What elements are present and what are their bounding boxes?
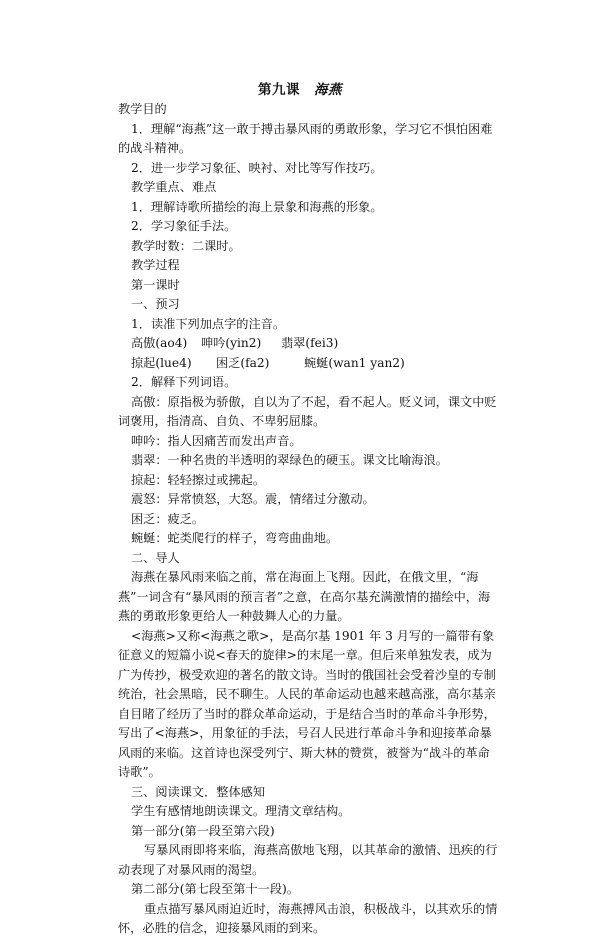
definition-item: 震怒：异常愤怒，大怒。震，情绪过分激动。 [131,492,375,506]
intro-paragraph-2: <海燕>又称<海燕之歌>，是高尔基 1901 年 3 月写的一篇带有象征意义的短篇小说<春天的旋律>的末尾一章。但后来单独发表，成为广为传抄，极受欢迎的著名的散文诗。当时的俄国社会受着沙皇的专制统治，社会黑暗，民不聊生。人民的革命运动也越来越高涨，高尔基亲自目睹了经历了当时的群众革命运动，于是结合当时的革命斗争形势，写出了<海燕>，用象征的手法，号召人民进行革命斗争和迎接革命暴风雨的来临。这首诗也深受列宁、斯大林的赞赏，被誉为“战斗的革命诗歌”。 [118,628,496,779]
definition-item: 呻吟：指人因痛苦而发出声音。 [131,433,302,448]
document-body [118,100,500,939]
definition-item: 掠起：轻轻擦过或拂起。 [131,472,266,487]
session-heading: 第一课时 [131,277,180,292]
part-1-description: 写暴风雨即将来临，海燕高傲地飞翔，以其革命的激情、迅疾的行动表现了对暴风雨的渴望。 [118,843,498,877]
part-2-label: 第二部分(第七段至第十一段)。 [131,882,299,896]
preview-heading: 一、预习 [131,297,180,311]
pinyin-word: 高傲(ao4) [131,336,188,350]
pinyin-word: 掠起(lue4) [131,355,192,370]
pinyin-row-2 [118,354,500,374]
objective-1: 1．理解“海燕”这一敢于搏击暴风雨的勇敢形象，学习它不惧怕困难的战斗精神。 [118,121,493,155]
lesson-title [0,78,600,98]
pinyin-row-1 [118,334,500,354]
objectives-heading: 教学目的 [118,102,167,116]
pinyin-word: 翡翠(fei3) [281,336,339,350]
preview-task-1: 1．读准下列加点字的注音。 [131,316,286,331]
keypoint-2: 2．学习象征手法。 [131,219,237,233]
part-1-label: 第一部分(第一段至第六段) [131,823,275,838]
lesson-number: 第九课 [258,82,300,98]
part-2-description: 重点描写暴风雨迫近时，海燕搏风击浪，积极战斗，以其欢乐的情怀，必胜的信念，迎接暴风雨的到来。 [118,901,498,935]
definition-item: 翡翠：一种名贵的半透明的翠绿色的硬玉。课文比喻海浪。 [131,453,448,467]
pinyin-word: 困乏(fa2) [216,355,270,370]
pinyin-word: 蜿蜒(wan1 yan2) [304,355,405,370]
reading-paragraph: 学生有感情地朗读课文。理清文章结构。 [131,804,351,818]
process-heading: 教学过程 [131,258,180,272]
definition-item: 困乏：疲乏。 [131,511,205,526]
keypoints-heading: 教学重点、难点 [131,180,217,194]
definition-item: 蜿蜒：蛇类爬行的样子，弯弯曲曲地。 [131,531,339,545]
reading-heading: 三、阅读课文．整体感知 [131,784,266,799]
pinyin-word: 呻吟(yin2) [201,336,262,350]
intro-heading: 二、导人 [131,550,180,565]
intro-paragraph-1: 海燕在暴风雨来临之前，常在海面上飞翔。因此，在俄文里，“海燕”一词含有“暴风雨的预言者”之意，在高尔基充满激情的描绘中，海燕的勇敢形象更给人一种鼓舞人心的力量。 [118,570,491,623]
keypoint-1: 1．理解诗歌所描绘的海上景象和海燕的形象。 [131,199,383,214]
teaching-hours: 教学时数：二课时。 [131,238,241,253]
lesson-name: 海燕 [314,82,342,98]
preview-task-2: 2．解释下列词语。 [131,375,237,389]
definition-item: 高傲：原指极为骄傲，自以为了不起，看不起人。贬义词，课文中贬词褒用，指清高、自负、不卑躬屈膝。 [118,394,497,428]
objective-2: 2．进一步学习象征、映衬、对比等写作技巧。 [131,160,383,175]
